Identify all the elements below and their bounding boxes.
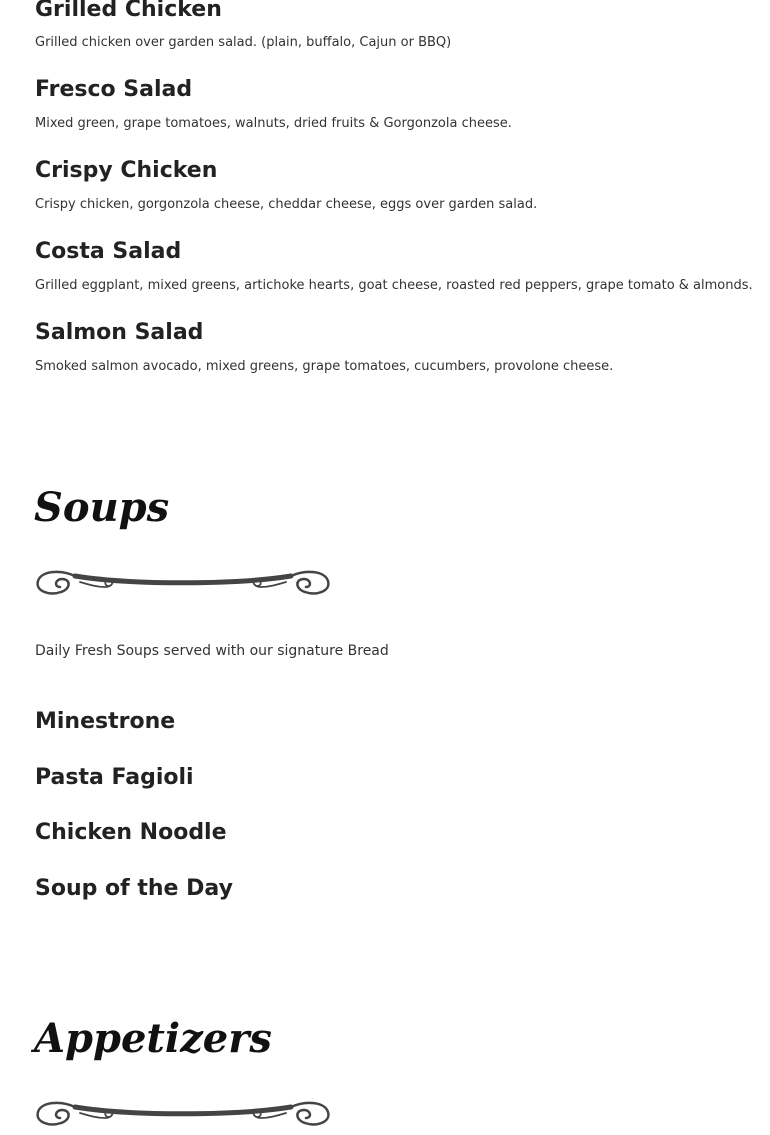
menu-item-name: Fresco Salad [35,77,193,102]
list-item: Chicken Noodle [35,820,227,845]
menu-item-name: Costa Salad [35,239,182,264]
section-title-appetizers: Appetizers [34,1015,272,1062]
menu-item-description: Grilled eggplant, mixed greens, artichoke hearts, goat cheese, roasted red peppers, grape tomato & almonds. [35,278,753,293]
flourish-divider-icon [35,565,331,597]
list-item: Minestrone [35,709,176,734]
menu-item-description: Grilled chicken over garden salad. (plain, buffalo, Cajun or BBQ) [35,35,452,50]
soups-note: Daily Fresh Soups served with our signature Bread [35,643,389,659]
menu-item-description: Mixed green, grape tomatoes, walnuts, dried fruits & Gorgonzola cheese. [35,116,512,131]
menu-item-name: Salmon Salad [35,320,204,345]
menu-item-description: Smoked salmon avocado, mixed greens, grape tomatoes, cucumbers, provolone cheese. [35,359,614,374]
section-title-soups: Soups [34,484,170,531]
list-item: Pasta Fagioli [35,765,194,790]
menu-item-name: Grilled Chicken [35,0,222,22]
menu-item-description: Crispy chicken, gorgonzola cheese, cheddar cheese, eggs over garden salad. [35,197,538,212]
flourish-divider-icon [35,1096,331,1128]
list-item: Soup of the Day [35,876,233,901]
menu-item-name: Crispy Chicken [35,158,218,183]
